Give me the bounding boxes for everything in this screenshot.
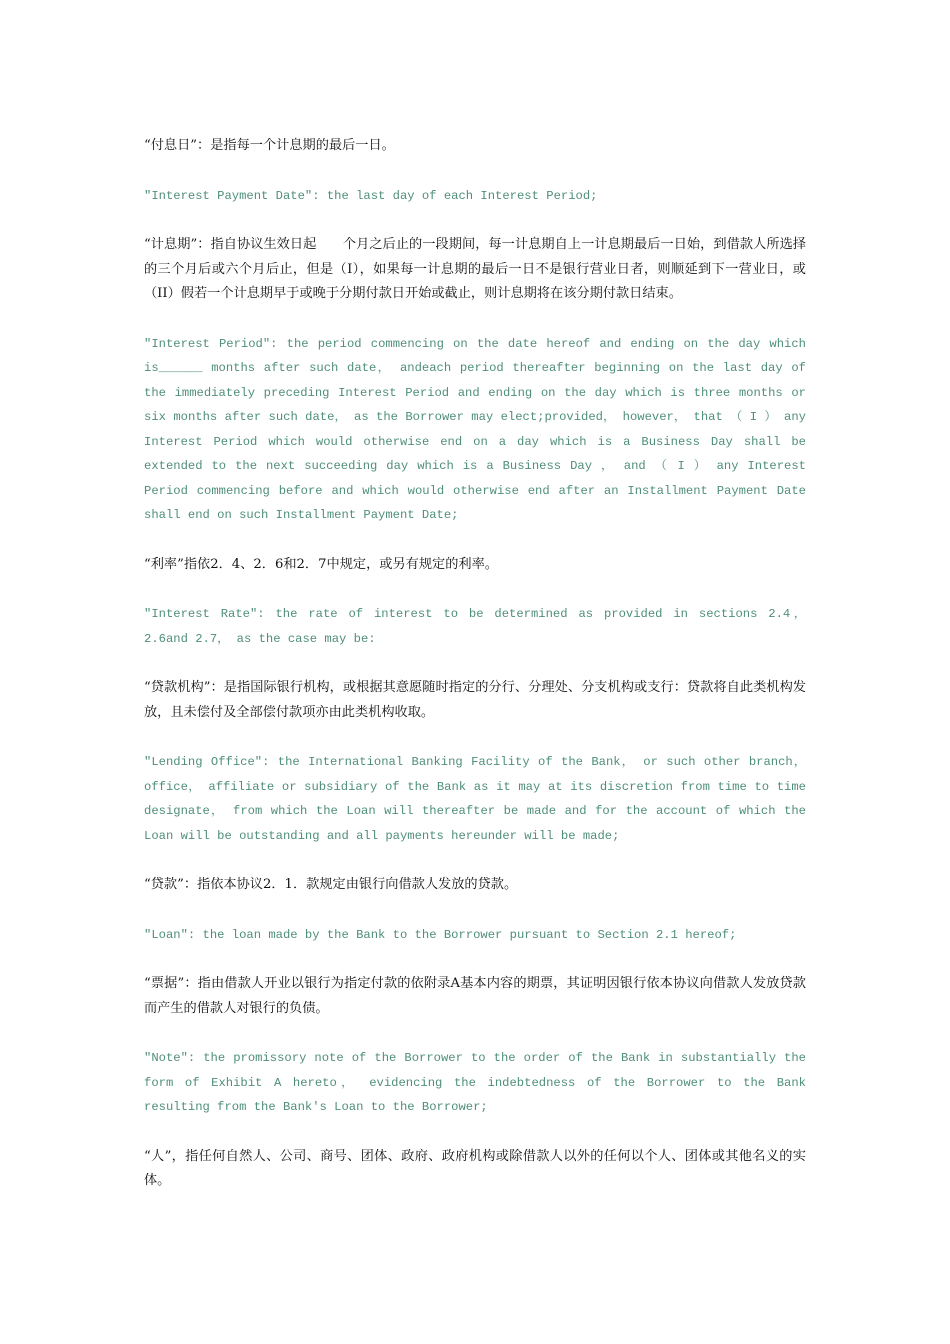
document-page <box>144 134 806 1219</box>
definition-loan-cn: “贷款”：指依本协议2．1．款规定由银行向借款人发放的贷款。 <box>144 877 518 892</box>
definition-interest-payment-date-cn: “付息日”：是指每一个计息期的最后一日。 <box>144 138 395 153</box>
definition-note-cn: “票据”：指由借款人开业以银行为指定付款的依附录A基本内容的期票，其证明因银行依本协议向借款人发放贷款而产生的借款人对银行的负债。 <box>144 976 806 1016</box>
definition-interest-rate-en: "Interest Rate": the rate of interest to be determined as provided in sections 2.4， 2.6and 2.7， as the case may be: <box>144 607 806 646</box>
definition-interest-payment-date-en: "Interest Payment Date": the last day of each Interest Period; <box>144 188 598 203</box>
definition-interest-period-en: "Interest Period": the period commencing on the date hereof and ending on the day which is______ months after such date， andeach period thereafter beginning on the last day of the immediately preceding Interest Period and ending on the day which is three months or six months after such date， as the Borrower may elect;provided， however， that （ I ） any Interest Period which would otherwise end on a day which is a Business Day shall be extended to the next succeeding day which is a Business Day ， and （ I ） any Interest Period commencing before and which would otherwise end after an Installment Payment Date shall end on such Installment Payment Date; <box>144 336 806 522</box>
definition-interest-rate-cn: “利率”指依2．4、2．6和2．7中规定，或另有规定的利率。 <box>144 556 498 572</box>
definition-interest-period-cn: “计息期”：指自协议生效日起 个月之后止的一段期间，每一计息期自上一计息期最后一日始，到借款人所选择的三个月后或六个月后止，但是（I），如果每一计息期的最后一日不是银行营业日者，则顺延到下一营业日，或（II）假若一个计息期早于或晚于分期付款日开始或截止，则计息期将在该分期付款日结束。 <box>144 237 806 301</box>
definition-loan-en: "Loan": the loan made by the Bank to the Borrower pursuant to Section 2.1 hereof; <box>144 927 737 942</box>
definition-person-cn: “人”，指任何自然人、公司、商号、团体、政府、政府机构或除借款人以外的任何以个人、团体或其他名义的实体。 <box>144 1148 806 1188</box>
definition-lending-office-cn: “贷款机构”：是指国际银行机构，或根据其意愿随时指定的分行、分理处、分支机构或支行：贷款将自此类机构发放，且未偿付及全部偿付款项亦由此类机构收取。 <box>144 680 806 720</box>
definition-note-en: "Note": the promissory note of the Borrower to the order of the Bank in substantially the form of Exhibit A hereto， evidencing the indebtedness of the Borrower to the Bank resulting from the Bank's Loan to the Borrower; <box>144 1051 806 1114</box>
definition-lending-office-en: "Lending Office": the International Banking Facility of the Bank， or such other branch， office， affiliate or subsidiary of the Bank as it may at its discretion from time to time designate， from which the Loan will thereafter be made and for the account of which the Loan will be outstanding and all payments hereunder will be made; <box>144 755 806 843</box>
